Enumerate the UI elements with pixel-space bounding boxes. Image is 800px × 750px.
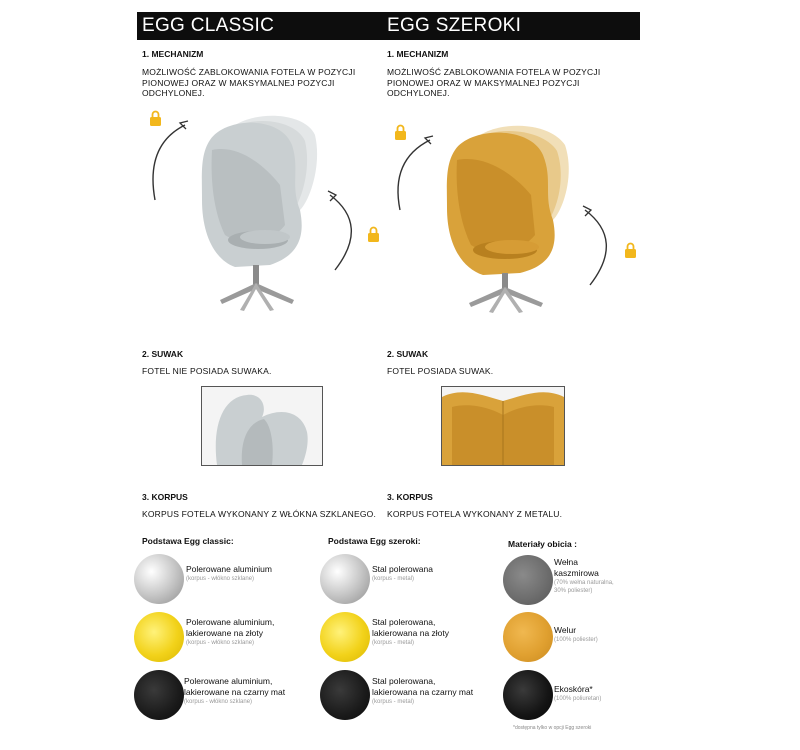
- gold-aluminium-swatch: [134, 612, 184, 662]
- classic-body-heading: 3. KORPUS: [142, 492, 188, 502]
- material-option-3: [554, 684, 601, 703]
- szeroki-body-heading: 3. KORPUS: [387, 492, 433, 502]
- classic-slider-heading: 2. SUWAK: [142, 349, 184, 359]
- material-option-2: [554, 625, 598, 644]
- classic-mechanism-desc: [142, 67, 355, 99]
- black-matte-steel-swatch: [320, 670, 370, 720]
- cashmere-wool-swatch: [503, 555, 553, 605]
- classic-base-option-3: [184, 676, 285, 706]
- option-note: (korpus - metal): [372, 640, 415, 646]
- desc-line: ODCHYLONEJ.: [142, 88, 205, 98]
- title-egg-szeroki: EGG SZEROKI: [387, 15, 522, 36]
- eco-leather-swatch: [503, 670, 553, 720]
- desc-line: MOŻLIWOŚĆ ZABLOKOWANIA FOTELA W POZYCJI: [387, 67, 601, 77]
- title-egg-classic: EGG CLASSIC: [142, 15, 275, 36]
- szeroki-base-option-3: [372, 676, 473, 706]
- option-label: kaszmirowa: [554, 568, 599, 578]
- black-matte-aluminium-swatch: [134, 670, 184, 720]
- option-label: Welur: [554, 625, 577, 635]
- option-label: Polerowane aluminium,: [186, 617, 275, 627]
- szeroki-bases-heading: Podstawa Egg szeroki:: [328, 536, 421, 546]
- szeroki-base-option-1: [372, 564, 433, 583]
- velour-swatch: [503, 612, 553, 662]
- szeroki-mechanism-heading: 1. MECHANIZM: [387, 49, 449, 59]
- tilt-arc: [585, 210, 606, 285]
- option-note: (korpus - włókno szklane): [186, 576, 255, 582]
- option-note: (korpus - metal): [372, 576, 415, 582]
- tilt-arc: [330, 195, 351, 270]
- option-label: lakierowane na czarny mat: [184, 687, 286, 697]
- option-note: 30% poliester): [554, 588, 593, 594]
- option-note: (korpus - włókno szklane): [186, 640, 255, 646]
- option-label: lakierowana na złoty: [372, 628, 450, 638]
- option-label: Wełna: [554, 557, 578, 567]
- classic-body-desc: KORPUS FOTELA WYKONANY Z WŁÓKNA SZKLANEGO.: [142, 509, 377, 519]
- classic-bases-heading: Podstawa Egg classic:: [142, 536, 234, 546]
- classic-base-option-1: [186, 564, 272, 583]
- option-note: (100% poliester): [554, 637, 598, 643]
- tilt-arc: [153, 125, 185, 200]
- desc-line: MOŻLIWOŚĆ ZABLOKOWANIA FOTELA W POZYCJI: [142, 67, 356, 77]
- option-label: lakierowana na czarny mat: [372, 687, 474, 697]
- desc-line: PIONOWEJ ORAZ W MAKSYMALNEJ POZYCJI: [387, 77, 580, 88]
- option-note: (korpus - metal): [372, 699, 415, 705]
- lock-icon: [625, 244, 636, 259]
- polished-aluminium-swatch: [134, 554, 184, 604]
- desc-line: ODCHYLONEJ.: [387, 88, 450, 98]
- material-option-1: [554, 557, 614, 595]
- option-label: Ekoskóra*: [554, 684, 593, 694]
- option-label: Polerowane aluminium: [186, 564, 272, 574]
- classic-base-option-2: [186, 617, 274, 647]
- option-label: Stal polerowana: [372, 564, 433, 574]
- szeroki-chair-illustration: [385, 105, 645, 320]
- gold-steel-swatch: [320, 612, 370, 662]
- desc-line: PIONOWEJ ORAZ W MAKSYMALNEJ POZYCJI: [142, 77, 335, 88]
- classic-chair-illustration: [140, 105, 390, 320]
- szeroki-slider-desc: FOTEL POSIADA SUWAK.: [387, 366, 494, 376]
- lock-icon: [368, 228, 379, 243]
- classic-detail-photo: [201, 386, 323, 466]
- classic-slider-desc: FOTEL NIE POSIADA SUWAKA.: [142, 366, 272, 376]
- option-label: lakierowane na złoty: [186, 628, 264, 638]
- szeroki-base-option-2: [372, 617, 449, 647]
- option-note: (korpus - włókno szklane): [184, 699, 253, 705]
- option-note: (100% poliuretan): [554, 696, 602, 702]
- materials-footnote: *dostępna tylko w opcji Egg szeroki: [513, 725, 592, 731]
- szeroki-mechanism-desc: [387, 67, 600, 99]
- materials-heading: Materiały obicia :: [508, 539, 577, 549]
- szeroki-slider-heading: 2. SUWAK: [387, 349, 429, 359]
- szeroki-body-desc: KORPUS FOTELA WYKONANY Z METALU.: [387, 509, 563, 519]
- classic-mechanism-heading: 1. MECHANIZM: [142, 49, 204, 59]
- option-label: Polerowane aluminium,: [184, 676, 273, 686]
- lock-icon: [395, 126, 406, 141]
- option-label: Stal polerowana,: [372, 676, 436, 686]
- polished-steel-swatch: [320, 554, 370, 604]
- lock-icon: [150, 112, 161, 127]
- tilt-arc: [398, 140, 430, 210]
- option-label: Stal polerowana,: [372, 617, 436, 627]
- option-note: (70% wełna naturalna,: [554, 580, 614, 586]
- szeroki-detail-photo: [441, 386, 565, 466]
